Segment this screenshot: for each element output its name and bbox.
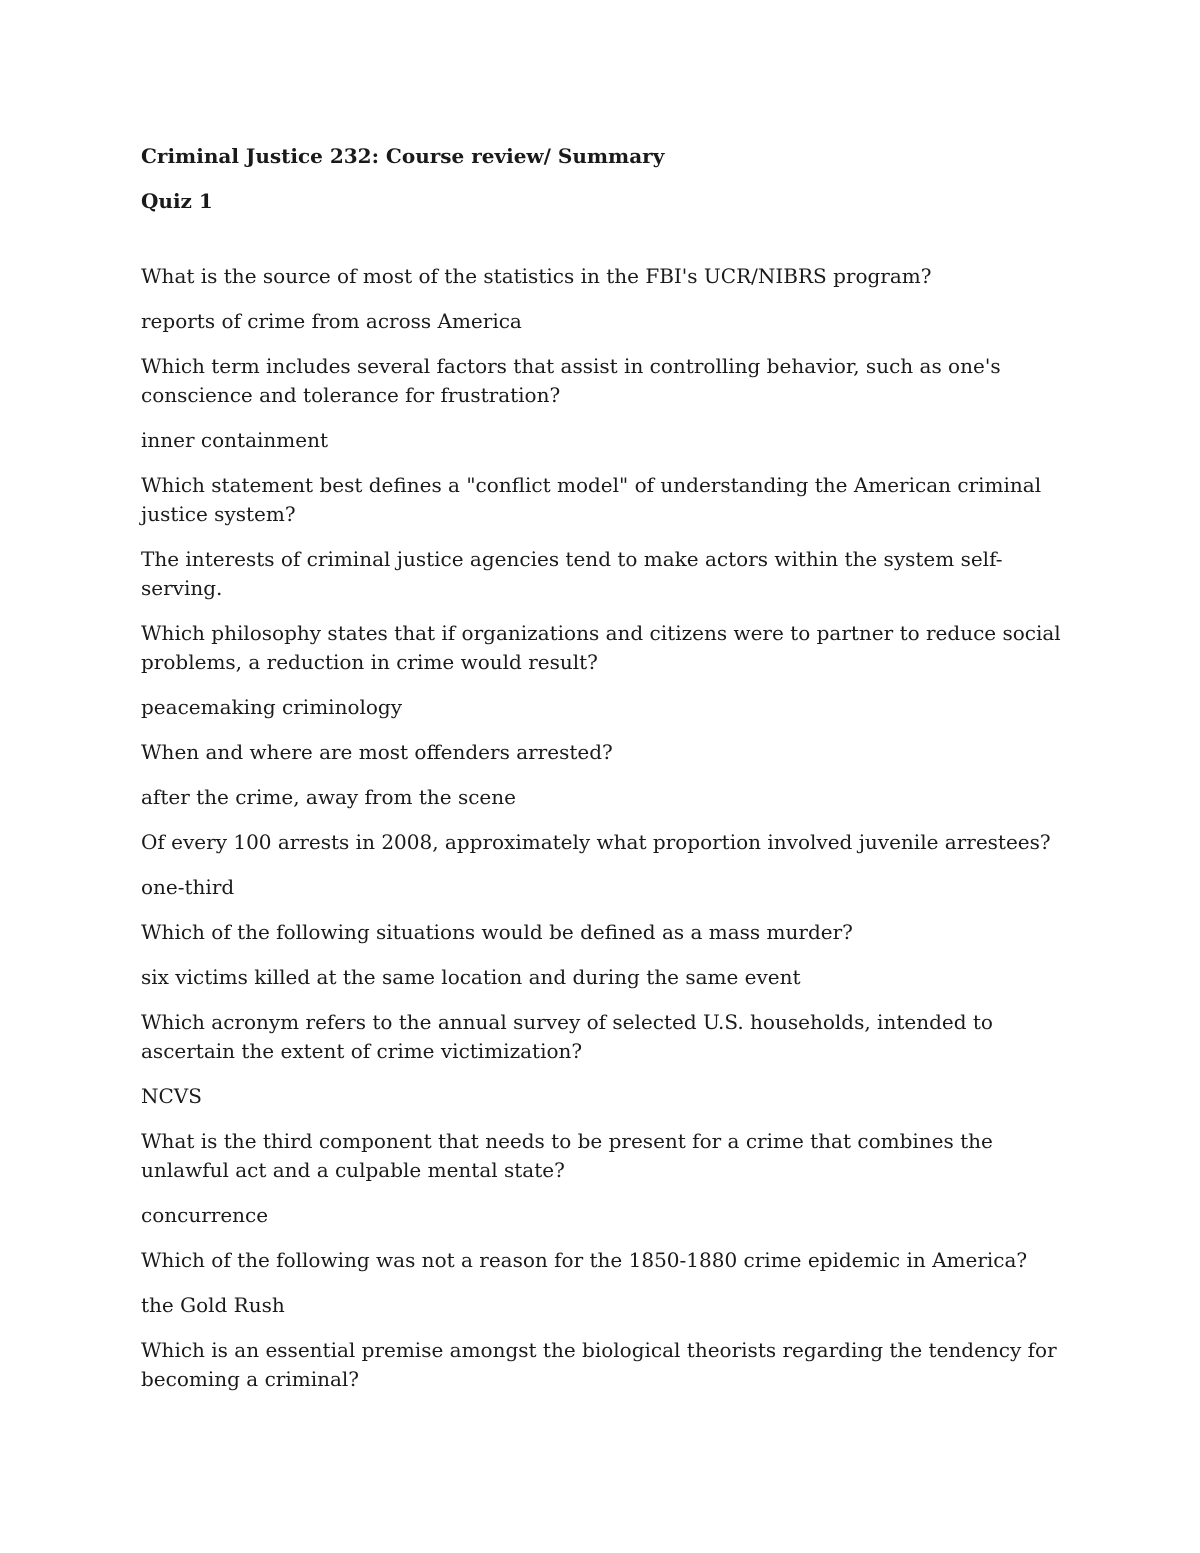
answer-7: six victims killed at the same location and during the same event [141,965,801,989]
question-1: What is the source of most of the statistics in the FBI's UCR/NIBRS program? [141,264,932,288]
question-11: Which is an essential premise amongst the biological theorists regarding the tendency for becoming a criminal? [141,1338,1057,1391]
answer-8: NCVS [141,1084,202,1108]
question-5: When and where are most offenders arrested? [141,740,613,764]
answer-5: after the crime, away from the scene [141,785,516,809]
answer-1: reports of crime from across America [141,309,522,333]
qa-list [141,262,1066,1394]
question-9: What is the third component that needs to be present for a crime that combines the unlawful act and a culpable mental state? [141,1129,993,1182]
answer-4: peacemaking criminology [141,695,403,719]
answer-9: concurrence [141,1203,269,1227]
question-2: Which term includes several factors that assist in controlling behavior, such as one's conscience and tolerance for frustration? [141,354,1001,407]
quiz-heading: Quiz 1 [141,189,213,213]
document-title: Criminal Justice 232: Course review/ Summary [141,144,665,168]
question-3: Which statement best defines a "conflict model" of understanding the American criminal justice system? [141,473,1042,526]
answer-6: one-third [141,875,235,899]
answer-3: The interests of criminal justice agencies tend to make actors within the system self-serving. [141,547,1003,600]
question-7: Which of the following situations would be defined as a mass murder? [141,920,853,944]
question-8: Which acronym refers to the annual survey of selected U.S. households, intended to ascertain the extent of crime victimization? [141,1010,993,1063]
question-10: Which of the following was not a reason for the 1850-1880 crime epidemic in America? [141,1248,1028,1272]
answer-2: inner containment [141,428,328,452]
question-6: Of every 100 arrests in 2008, approximately what proportion involved juvenile arrestees? [141,830,1051,854]
answer-10: the Gold Rush [141,1293,285,1317]
document-page [141,141,1066,1410]
question-4: Which philosophy states that if organizations and citizens were to partner to reduce social problems, a reduction in crime would result? [141,621,1061,674]
